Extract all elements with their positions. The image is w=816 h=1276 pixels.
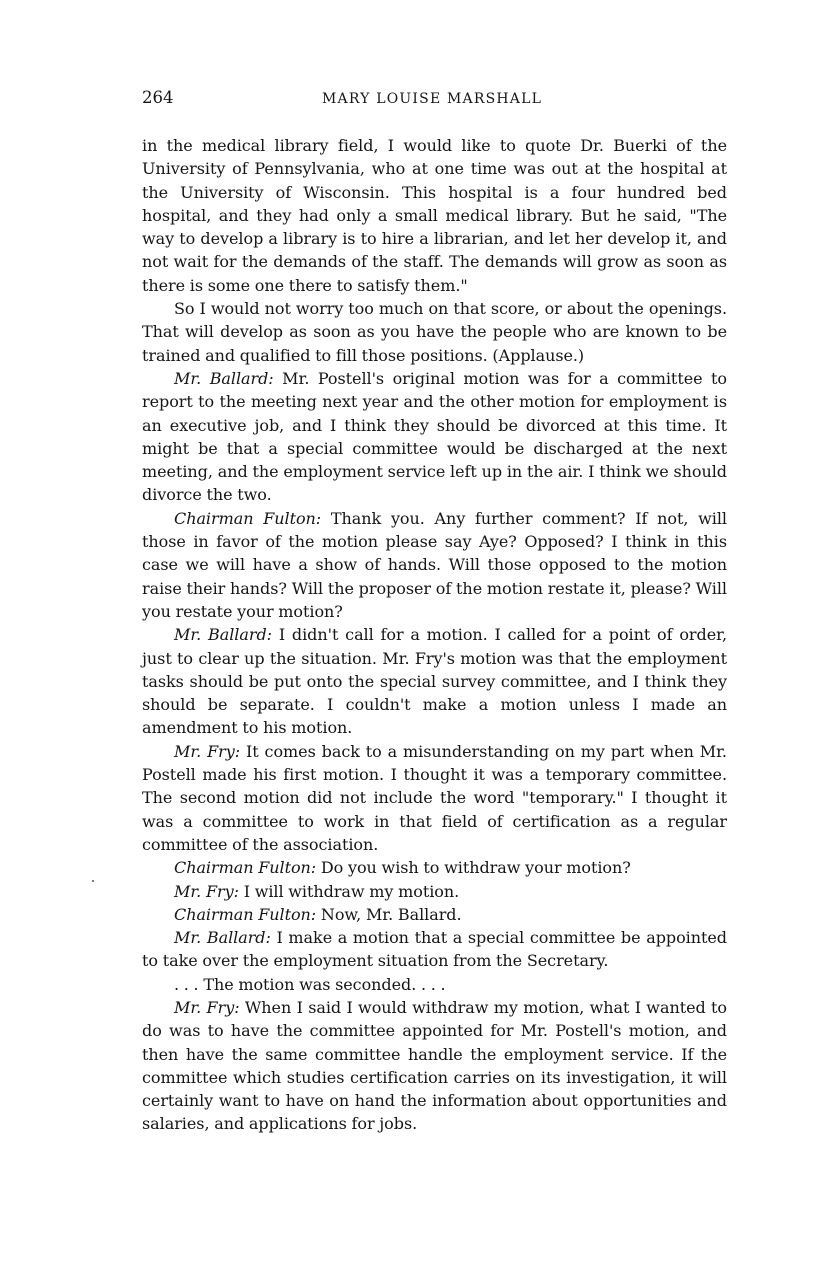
paragraph [142,623,727,739]
paragraph [142,367,727,507]
speaker-name: Mr. Ballard: [174,625,272,645]
paragraph [142,856,727,879]
speaker-name: Chairman Fulton: [174,858,317,878]
speaker-name: Mr. Ballard: [174,928,271,948]
paragraph [142,507,727,623]
running-head-title: MARY LOUISE MARSHALL [322,91,543,107]
paragraph-text: Mr. Postell's original motion was for a committee to report to the meeting next year and the other motion for employment is an executive job, and I think they should be divorced at this time. It might be that a special committee would be discharged at the next meeting, and the employment service left up in the air. I think we should divorce the two. [142,368,727,505]
speaker-name: Chairman Fulton: [174,904,317,924]
paragraph-text: . . . The motion was seconded. . . . [174,974,446,994]
paragraph-text: I will withdraw my motion. [243,881,460,901]
paragraph [142,973,727,996]
paragraph [142,297,727,367]
speaker-name: Mr. Ballard: [174,368,274,388]
paragraph-text: I make a motion that a special committee be appointed to take over the employment situation from the Secretary. [142,928,727,971]
paragraph-text: Thank you. Any further comment? If not, will those in favor of the motion please say Aye? Opposed? I think in this case we will have a show of hands. Will those opposed to the motion raise their hands? Will the proposer of the motion restate it, please? Will you restate your motion? [142,508,727,621]
speaker-name: Mr. Fry: [174,997,240,1017]
paragraph-text: It comes back to a misunderstanding on my part when Mr. Postell made his first motion. I thought it was a temporary committee. The second motion did not include the word "temporary." I thought it was a committee to work in that field of certification as a regular committee of the association. [142,741,727,854]
page-number: 264 [142,88,174,107]
paragraph [142,880,727,903]
paragraph [142,903,727,926]
speaker-name: Mr. Fry: [174,741,241,761]
paragraph-text: When I said I would withdraw my motion, what I wanted to do was to have the committee appointed for Mr. Postell's motion, and then have the same committee handle the employment service. If the committee which studies certification carries on its investigation, it will certainly want to have on hand the information about opportunities and salaries, and applications for jobs. [142,997,727,1134]
running-head [142,86,727,116]
speaker-name: Mr. Fry: [174,881,239,901]
body-text [142,134,727,1136]
paragraph-text: Do you wish to withdraw your motion? [320,858,631,878]
paragraph [142,926,727,973]
paragraph-text: So I would not worry too much on that score, or about the openings. That will develop as soon as you have the people who are known to be trained and qualified to fill those positions. (Applause.) [142,299,727,365]
paragraph-text: in the medical library field, I would like to quote Dr. Buerki of the University of Pennsylvania, who at one time was out at the hospital at the University of Wisconsin. This hospital is a four hundred bed hospital, and they had only a small medical library. But he said, "The way to develop a library is to hire a librarian, and let her develop it, and not wait for the demands of the staff. The demands will grow as soon as there is some one there to satisfy them." [142,136,727,295]
book-page [142,86,727,1136]
paragraph [142,996,727,1136]
scan-speck [92,880,94,882]
speaker-name: Chairman Fulton: [174,508,322,528]
paragraph-text: Now, Mr. Ballard. [320,904,462,924]
paragraph [142,134,727,297]
paragraph [142,740,727,856]
paragraph-text: I didn't call for a motion. I called for a point of order, just to clear up the situation. Mr. Fry's motion was that the employment tasks should be put onto the special survey committee, and I think they should be separate. I couldn't make a motion unless I made an amendment to his motion. [142,625,727,738]
